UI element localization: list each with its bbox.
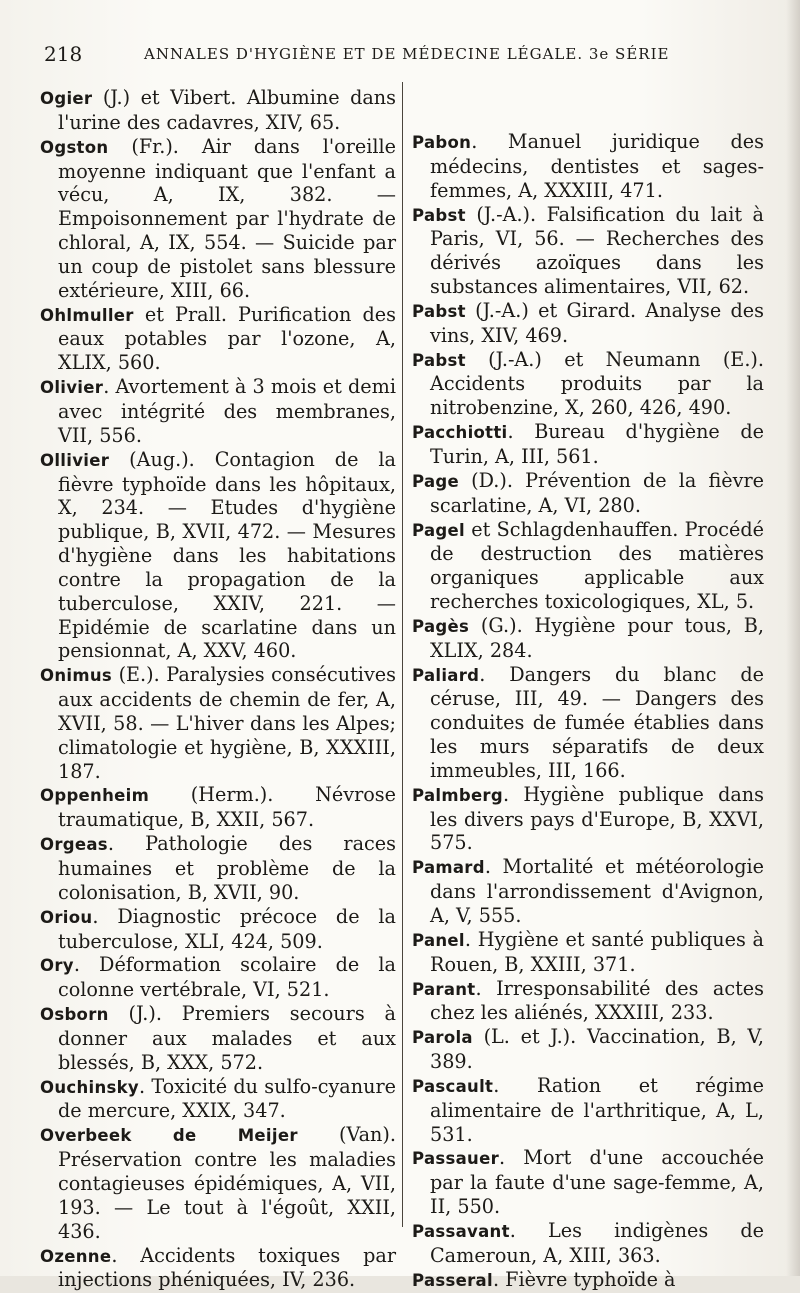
entry-author: Parola bbox=[412, 1028, 473, 1048]
entry-text: (Herm.). Névrose traumatique, B, XXII, 567. bbox=[58, 783, 396, 832]
page-edge-shadow bbox=[786, 0, 800, 1276]
entry-author: Ollivier bbox=[40, 450, 110, 470]
index-entry bbox=[412, 348, 764, 421]
column-divider bbox=[402, 82, 403, 1227]
entry-author: Osborn bbox=[40, 1005, 109, 1025]
entry-text: . Bureau d'hygiène de Turin, A, III, 561. bbox=[430, 420, 764, 468]
index-entry bbox=[40, 663, 396, 783]
entry-author: Oriou bbox=[40, 907, 93, 927]
entry-author: Passeral bbox=[412, 1270, 493, 1290]
entry-text: . Dangers du blanc de céruse, III, 49. — Dangers des conduites de fumée établies dans les murs séparatifs de deux immeubles, III, 166. bbox=[430, 662, 764, 782]
index-entry bbox=[40, 1244, 396, 1293]
index-entry bbox=[40, 1075, 396, 1124]
index-entry bbox=[40, 303, 396, 376]
index-entry bbox=[412, 614, 764, 663]
index-entry bbox=[40, 1123, 396, 1243]
index-entry bbox=[412, 203, 764, 299]
entry-text: (G.). Hygiène pour tous, B, XLIX, 284. bbox=[430, 613, 764, 662]
entry-text: . Accidents toxiques par injections phéniquées, IV, 236. bbox=[58, 1243, 396, 1292]
entry-author: Pamard bbox=[412, 858, 485, 878]
entry-text: (J.-A.). Falsification du lait à Paris, VI, 56. — Recherches des dérivés azoïques dans les substances alimentaires, VII, 62. bbox=[430, 202, 764, 299]
entry-author: Pacchiotti bbox=[412, 423, 508, 443]
entry-author: Palmberg bbox=[412, 785, 503, 805]
index-entry bbox=[40, 86, 396, 135]
index-entry bbox=[412, 855, 764, 928]
entry-author: Paliard bbox=[412, 665, 480, 685]
entry-text: et Prall. Purification des eaux potables par l'ozone, A, XLIX, 560. bbox=[58, 302, 396, 375]
index-entry bbox=[412, 1268, 764, 1293]
index-entry bbox=[412, 1219, 764, 1268]
index-entry bbox=[40, 375, 396, 448]
index-entry bbox=[412, 1025, 764, 1074]
entry-text: (J.-A.) et Girard. Analyse des vins, XIV, 469. bbox=[430, 298, 764, 347]
entry-text: . Fièvre typhoïde à bbox=[492, 1267, 676, 1291]
entry-text: . Hygiène publique dans les divers pays d'Europe, B, XXVI, 575. bbox=[430, 782, 764, 855]
page-number: 218 bbox=[44, 42, 83, 66]
index-entry bbox=[412, 977, 764, 1026]
entry-author: Parant bbox=[412, 979, 476, 999]
entry-text: et Schlagdenhauffen. Procédé de destruction des matières organiques applicable aux recherches toxicologiques, XL, 5. bbox=[430, 517, 764, 614]
entry-author: Ouchinsky bbox=[40, 1077, 139, 1097]
entry-text: (Aug.). Contagion de la fièvre typhoïde dans les hôpitaux, X, 234. — Etudes d'hygiène publique, B, XVII, 472. — Mesures d'hygiène dans les habitations contre la propagation de la tuberculose, XXIV, 221. — Epidémie de scarlatine dans un pensionnat, A, XXV, 460. bbox=[58, 447, 396, 663]
entry-text: (Fr.). Air dans l'oreille moyenne indiquant que l'enfant a vécu, A, IX, 382. — Empoisonnement par l'hydrate de chloral, A, IX, 554. — Suicide par un coup de pistolet sans blessure extérieure, XIII, 66. bbox=[58, 134, 396, 302]
entry-author: Passavant bbox=[412, 1221, 510, 1241]
index-entry bbox=[412, 469, 764, 518]
entry-author: Overbeek de Meijer bbox=[40, 1126, 298, 1146]
index-entry bbox=[40, 953, 396, 1002]
index-entry bbox=[412, 420, 764, 469]
index-entry bbox=[40, 135, 396, 303]
entry-text: (J.) et Vibert. Albumine dans l'urine des cadavres, XIV, 65. bbox=[58, 86, 396, 134]
entry-text: (D.). Prévention de la fièvre scarlatine, A, VI, 280. bbox=[430, 468, 764, 517]
entry-text: (L. et J.). Vaccination, B, V, 389. bbox=[430, 1025, 764, 1074]
entry-author: Ohlmuller bbox=[40, 305, 134, 325]
index-entry bbox=[412, 299, 764, 348]
index-entry bbox=[40, 1002, 396, 1075]
entry-text: . Les indigènes de Cameroun, A, XIII, 363. bbox=[430, 1218, 764, 1267]
entry-author: Ogier bbox=[40, 89, 93, 108]
entry-author: Olivier bbox=[40, 378, 104, 398]
entry-text: . Manuel juridique des médecins, dentistes et sages-femmes, A, XXXIII, 471. bbox=[430, 130, 764, 202]
entry-author: Oppenheim bbox=[40, 786, 150, 806]
index-entry bbox=[40, 448, 396, 664]
running-head: ANNALES D'HYGIÈNE ET DE MÉDECINE LÉGALE. 3e SÉRIE bbox=[144, 45, 670, 63]
index-entry bbox=[412, 1074, 764, 1147]
entry-text: . Irresponsabilité des actes chez les aliénés, XXXIII, 233. bbox=[430, 976, 764, 1025]
entry-text: . Hygiène et santé publiques à Rouen, B, XXIII, 371. bbox=[430, 927, 764, 976]
page-header bbox=[44, 40, 764, 68]
entry-text: . Diagnostic précoce de la tuberculose, XLI, 424, 509. bbox=[58, 904, 396, 953]
entry-author: Ozenne bbox=[40, 1246, 112, 1266]
entry-text: (Van). Préservation contre les maladies contagieuses épidémiques, A, VII, 193. — Le tout à l'égoût, XXII, 436. bbox=[58, 1123, 396, 1243]
entry-author: Pabst bbox=[412, 301, 466, 321]
index-entry bbox=[40, 905, 396, 954]
index-entry bbox=[412, 518, 764, 614]
entry-text: . Ration et régime alimentaire de l'arthritique, A, L, 531. bbox=[430, 1073, 764, 1146]
entry-author: Pagel bbox=[412, 520, 465, 540]
entry-text: . Mortalité et météorologie dans l'arrondissement d'Avignon, A, V, 555. bbox=[430, 855, 764, 927]
index-entry bbox=[412, 783, 764, 856]
entry-author: Pabst bbox=[412, 350, 466, 370]
entry-text: . Déformation scolaire de la colonne vertébrale, VI, 521. bbox=[58, 953, 396, 1002]
entry-text: (J.-A.) et Neumann (E.). Accidents produits par la nitrobenzine, X, 260, 426, 490. bbox=[430, 347, 764, 420]
index-entry bbox=[412, 1146, 764, 1219]
index-entry bbox=[412, 130, 764, 203]
entry-author: Pabon bbox=[412, 133, 472, 152]
entry-author: Pabst bbox=[412, 205, 466, 225]
entry-text: . Avortement à 3 mois et demi avec intégrité des membranes, VII, 556. bbox=[58, 375, 396, 447]
entry-author: Pascault bbox=[412, 1076, 494, 1096]
entry-text: . Mort d'une accouchée par la faute d'une sage-femme, A, II, 550. bbox=[430, 1146, 764, 1219]
index-column-left bbox=[40, 86, 396, 1292]
entry-text: (E.). Paralysies consécutives aux accidents de chemin de fer, A, XVII, 58. — L'hiver dans les Alpes; climatologie et hygiène, B, XXXIII, 187. bbox=[58, 663, 396, 783]
entry-author: Ory bbox=[40, 956, 74, 976]
entry-text: (J.). Premiers secours à donner aux malades et aux blessés, B, XXX, 572. bbox=[58, 1002, 396, 1074]
index-entry bbox=[40, 783, 396, 832]
entry-author: Page bbox=[412, 471, 459, 491]
index-entry bbox=[412, 663, 764, 783]
entry-author: Panel bbox=[412, 930, 465, 950]
entry-author: Passauer bbox=[412, 1149, 500, 1169]
entry-author: Pagès bbox=[412, 616, 470, 636]
entry-text: . Toxicité du sulfo-cyanure de mercure, XXIX, 347. bbox=[58, 1074, 396, 1123]
index-entry bbox=[412, 928, 764, 977]
index-entry bbox=[40, 832, 396, 905]
index-column-right bbox=[412, 130, 764, 1293]
entry-author: Ogston bbox=[40, 137, 109, 157]
entry-author: Orgeas bbox=[40, 835, 108, 855]
entry-author: Onimus bbox=[40, 666, 112, 686]
entry-text: . Pathologie des races humaines et problème de la colonisation, B, XVII, 90. bbox=[58, 832, 396, 904]
